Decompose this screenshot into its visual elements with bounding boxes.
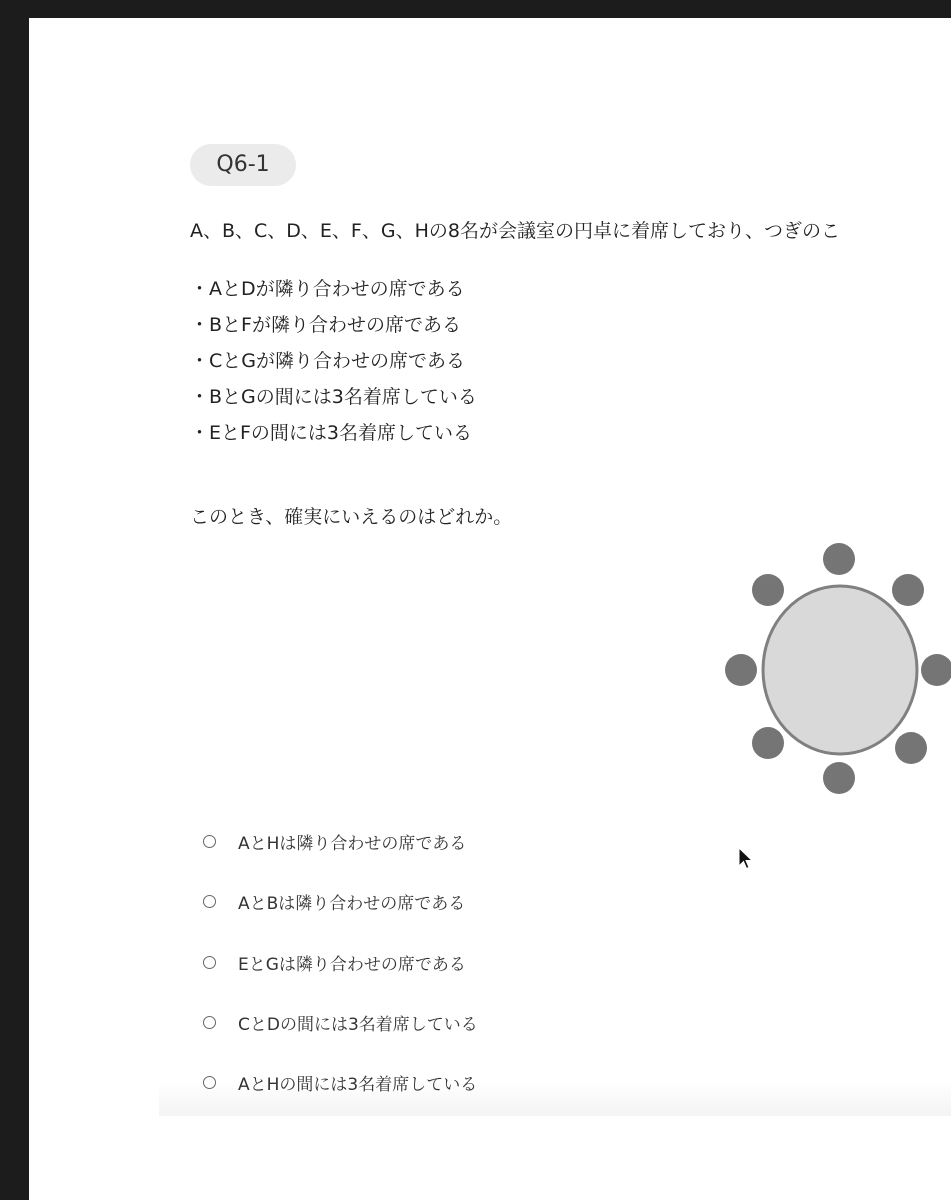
question-intro: A、B、C、D、E、F、G、Hの8名が会議室の円卓に着席しており、つぎのこ <box>190 220 840 242</box>
condition-item: ・BとFが隣り合わせの席である <box>190 314 461 336</box>
seat <box>752 574 784 606</box>
seat <box>892 574 924 606</box>
radio-button[interactable] <box>203 956 216 969</box>
radio-button[interactable] <box>203 835 216 848</box>
seat <box>823 543 855 575</box>
condition-item: ・CとGが隣り合わせの席である <box>190 350 465 372</box>
answer-option-label: AとHの間には3名着席している <box>238 1074 478 1095</box>
answer-option[interactable] <box>203 886 465 916</box>
mouse-pointer-icon <box>738 847 754 871</box>
answer-option[interactable] <box>203 1007 478 1037</box>
round-table <box>763 586 917 754</box>
round-table-diagram <box>723 540 951 800</box>
seat <box>752 727 784 759</box>
question-prompt: このとき、確実にいえるのはどれか。 <box>190 506 513 528</box>
seat <box>921 654 951 686</box>
answer-option[interactable] <box>203 826 466 856</box>
answer-option-label: AとBは隣り合わせの席である <box>238 893 466 914</box>
answer-option-label: EとGは隣り合わせの席である <box>238 954 466 975</box>
seat <box>823 762 855 794</box>
condition-list <box>190 276 477 456</box>
answer-options <box>159 818 951 1116</box>
condition-item: ・AとDが隣り合わせの席である <box>190 278 465 300</box>
answer-option[interactable] <box>203 947 466 977</box>
seat <box>895 732 927 764</box>
answer-option-label: CとDの間には3名着席している <box>238 1014 478 1035</box>
radio-button[interactable] <box>203 1076 216 1089</box>
answer-option-label: AとHは隣り合わせの席である <box>238 833 467 854</box>
answer-option[interactable] <box>203 1067 477 1097</box>
quiz-page <box>29 18 951 1200</box>
radio-button[interactable] <box>203 895 216 908</box>
question-id-badge: Q6-1 <box>190 144 296 186</box>
condition-item: ・EとFの間には3名着席している <box>190 422 473 444</box>
condition-item: ・BとGの間には3名着席している <box>190 386 477 408</box>
seat <box>725 654 757 686</box>
radio-button[interactable] <box>203 1016 216 1029</box>
